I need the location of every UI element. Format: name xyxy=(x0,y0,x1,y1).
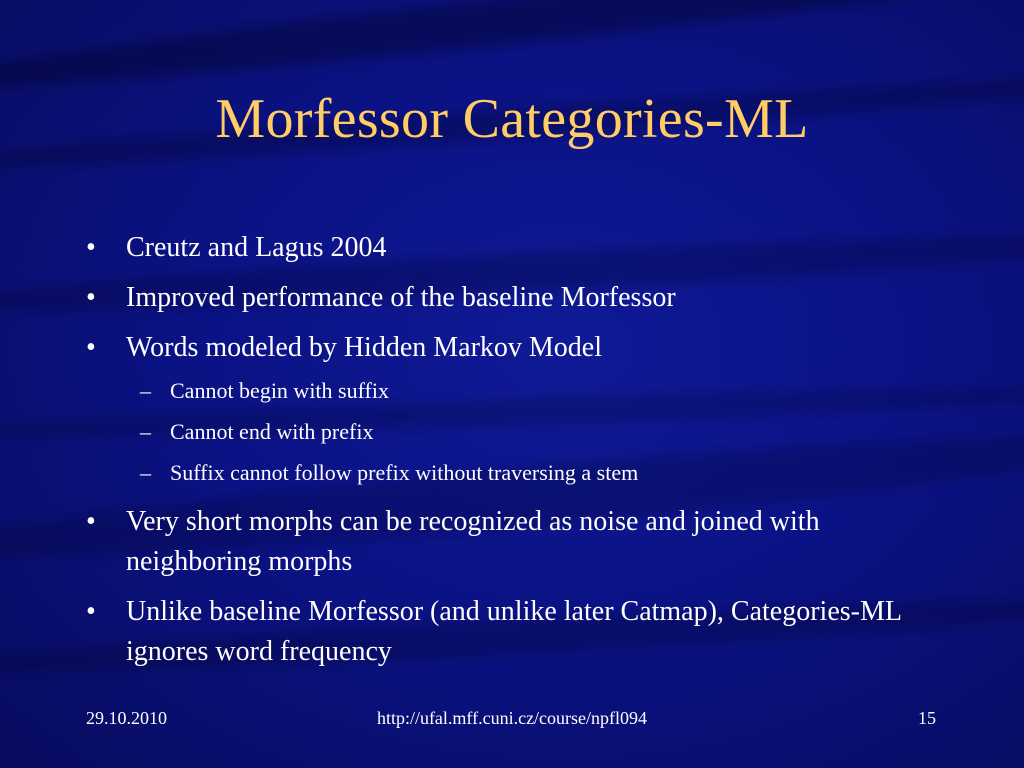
bullet-text: Improved performance of the baseline Morfessor xyxy=(126,282,676,313)
bullet-list xyxy=(86,228,936,682)
sub-bullet-item xyxy=(86,417,936,447)
sub-bullet-item xyxy=(86,458,936,488)
bullet-marker: • xyxy=(86,232,96,263)
bullet-item xyxy=(86,592,936,672)
footer-url: http://ufal.mff.cuni.cz/course/npfl094 xyxy=(376,708,648,728)
page-number: 15 xyxy=(918,708,936,728)
bullet-marker: • xyxy=(86,596,96,627)
bullet-marker: • xyxy=(86,506,96,537)
bullet-marker: • xyxy=(86,332,96,363)
sub-bullet-text: Cannot begin with suffix xyxy=(170,378,389,403)
bullet-text: Unlike baseline Morfessor (and unlike later Catmap), Categories-ML ignores word frequency xyxy=(126,596,901,667)
sub-bullet-text: Suffix cannot follow prefix without traversing a stem xyxy=(170,460,639,485)
bullet-text: Words modeled by Hidden Markov Model xyxy=(126,332,602,363)
bullet-text: Very short morphs can be recognized as noise and joined with neighboring morphs xyxy=(126,506,820,577)
bullet-item xyxy=(86,502,936,582)
sub-bullet-marker: – xyxy=(140,378,151,403)
bullet-item xyxy=(86,328,936,368)
bullet-marker: • xyxy=(86,282,96,313)
bullet-item xyxy=(86,228,936,268)
bullet-text: Creutz and Lagus 2004 xyxy=(126,232,387,263)
bullet-item xyxy=(86,278,936,318)
slide-title: Morfessor Categories-ML xyxy=(215,88,809,150)
sub-bullet-marker: – xyxy=(140,460,151,485)
sub-bullet-text: Cannot end with prefix xyxy=(170,419,374,444)
sub-bullet-item xyxy=(86,376,936,406)
sub-bullet-marker: – xyxy=(140,419,151,444)
footer-date: 29.10.2010 xyxy=(86,708,167,728)
